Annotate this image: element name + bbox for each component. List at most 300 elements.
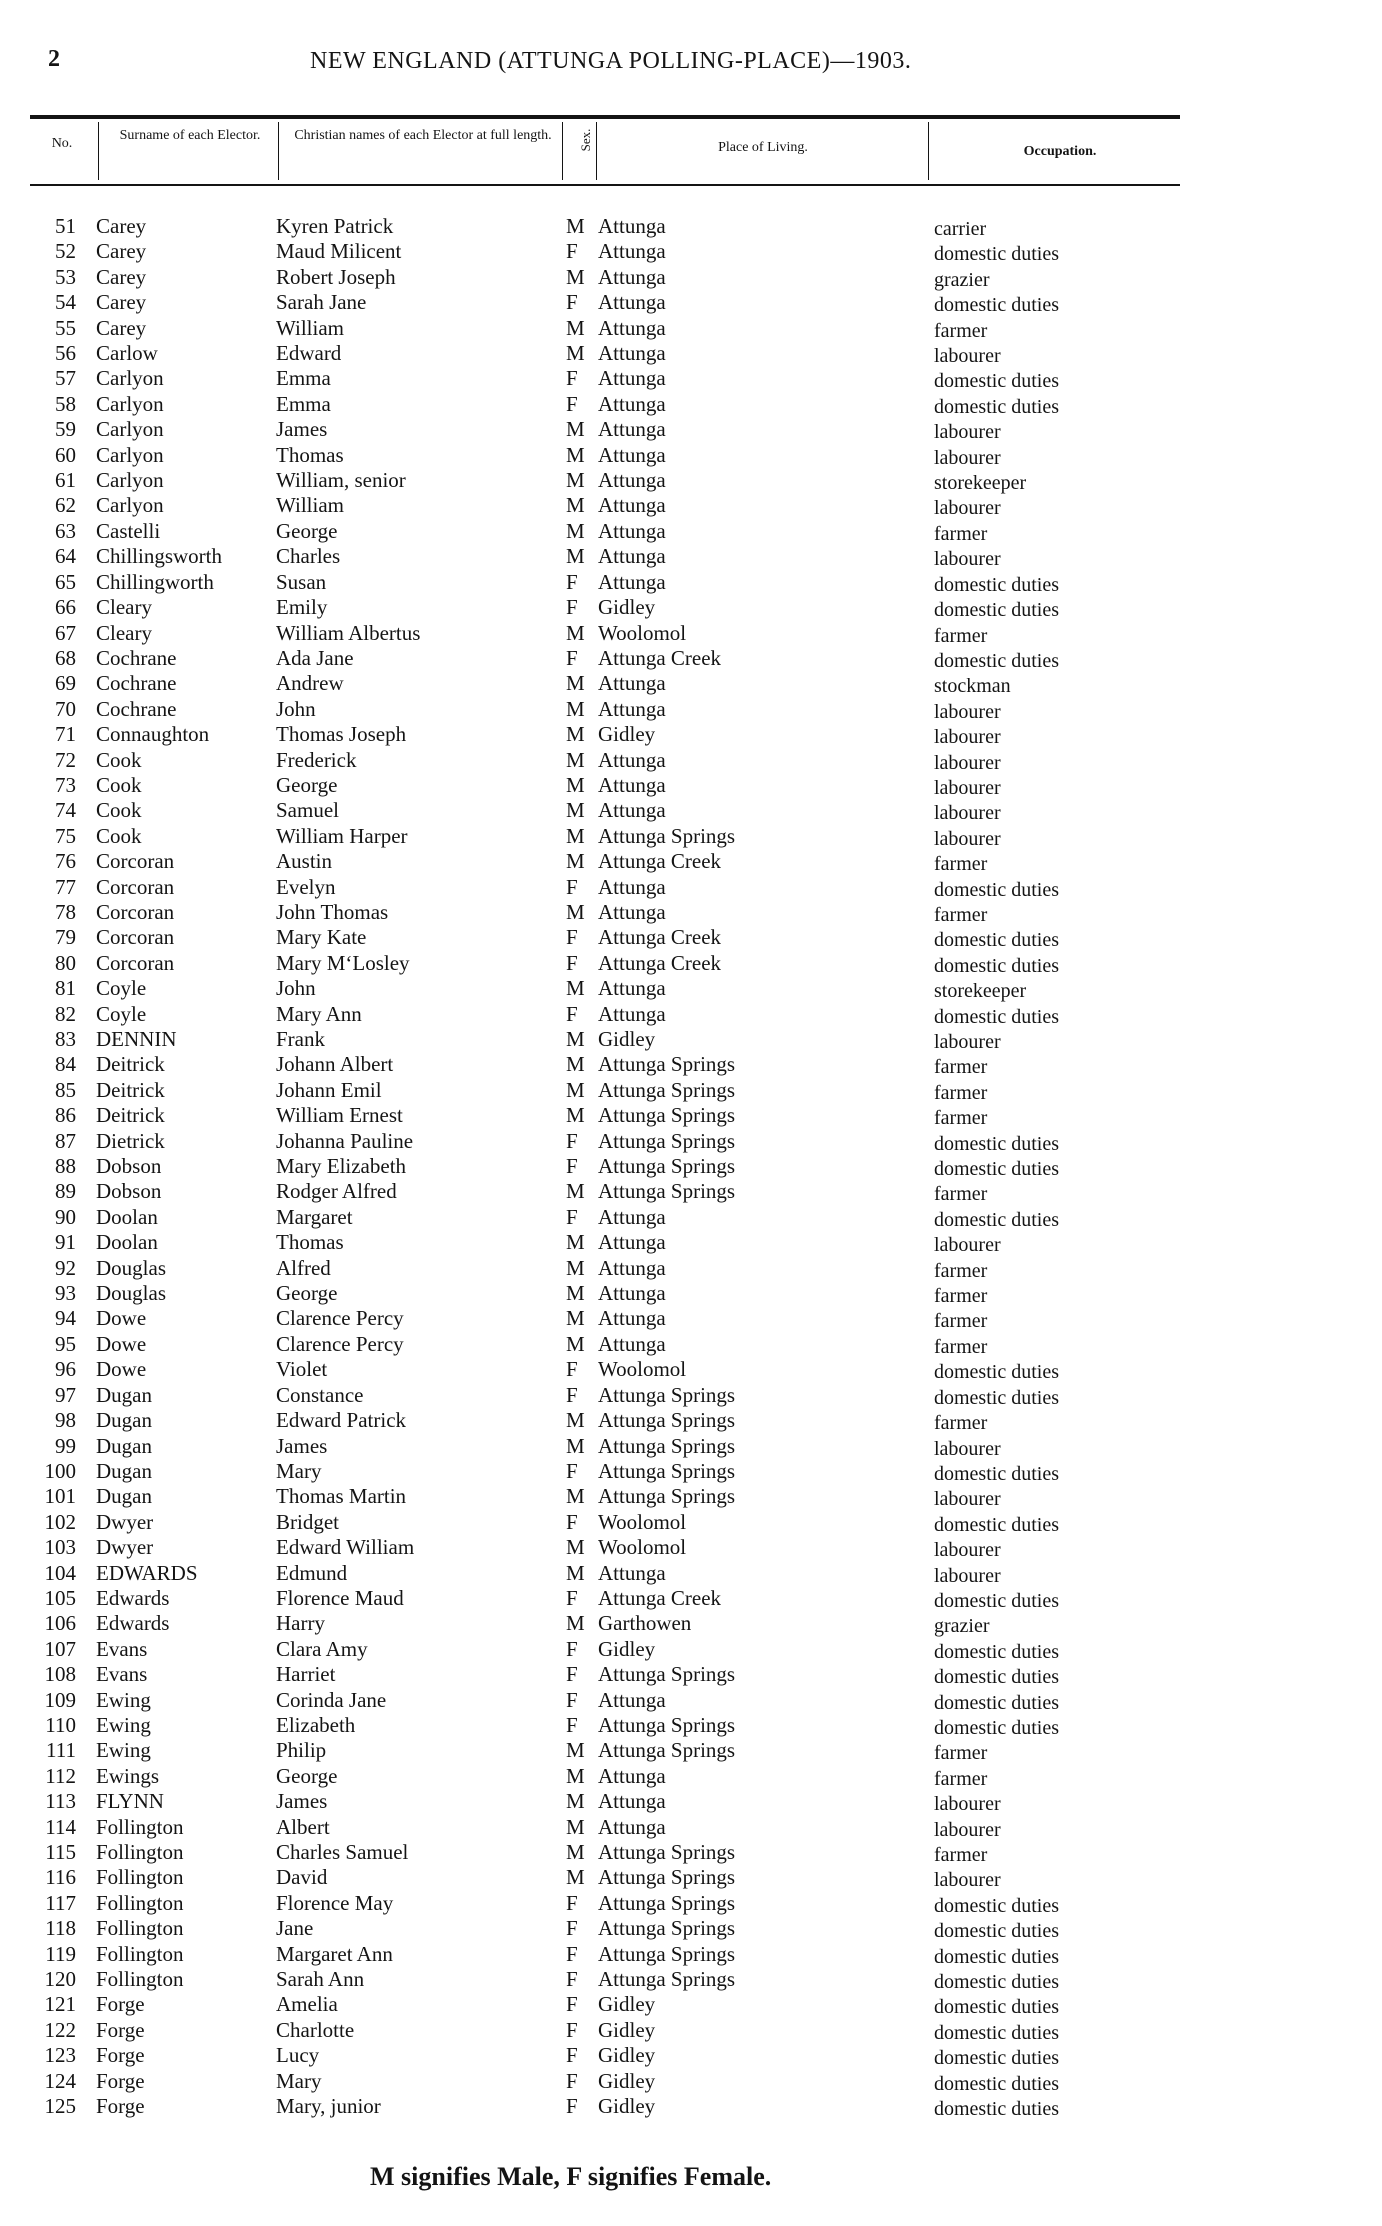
table-row <box>0 443 1382 468</box>
elector-place: Attunga Springs <box>598 1662 736 1687</box>
elector-occupation: farmer <box>934 1742 988 1765</box>
table-row <box>0 748 1382 773</box>
elector-place: Gidley <box>598 1992 656 2017</box>
elector-sex: F <box>566 1992 578 2017</box>
elector-number: 69 <box>55 671 76 696</box>
elector-surname: Evans <box>96 1662 148 1687</box>
elector-sex: F <box>566 239 578 264</box>
elector-number: 92 <box>55 1255 76 1280</box>
elector-christian-names: Andrew <box>276 671 344 696</box>
elector-surname: Dugan <box>96 1484 152 1509</box>
elector-occupation: domestic duties <box>934 599 1059 622</box>
elector-occupation: farmer <box>934 1107 988 1130</box>
elector-sex: M <box>566 620 585 645</box>
elector-number: 54 <box>55 290 76 315</box>
elector-surname: Dowe <box>96 1306 147 1331</box>
elector-occupation: labourer <box>934 1539 1001 1562</box>
elector-number: 67 <box>55 620 76 645</box>
elector-sex: M <box>566 493 585 518</box>
table-row <box>0 1789 1382 1814</box>
elector-christian-names: Robert Joseph <box>276 264 396 289</box>
elector-christian-names: George <box>276 772 338 797</box>
top-rule <box>30 115 1180 119</box>
elector-surname: Dugan <box>96 1458 152 1483</box>
table-row <box>0 417 1382 442</box>
elector-sex: F <box>566 1001 578 1026</box>
elector-christian-names: Harry <box>276 1611 325 1636</box>
table-row <box>0 951 1382 976</box>
elector-occupation: storekeeper <box>934 980 1027 1003</box>
elector-occupation: domestic duties <box>934 243 1059 266</box>
table-row <box>0 544 1382 569</box>
elector-surname: Follington <box>96 1840 184 1864</box>
elector-sex: M <box>566 1179 585 1204</box>
elector-number: 98 <box>55 1408 76 1433</box>
elector-occupation: farmer <box>934 319 988 342</box>
elector-christian-names: Margaret <box>276 1204 353 1229</box>
elector-place: Attunga <box>598 544 666 569</box>
elector-sex: M <box>566 1814 585 1839</box>
elector-occupation: domestic duties <box>934 1589 1059 1612</box>
elector-christian-names: Mary <box>276 1458 322 1483</box>
elector-occupation: domestic duties <box>934 649 1059 672</box>
elector-occupation: domestic duties <box>934 1945 1059 1968</box>
elector-surname: Dowe <box>96 1357 147 1382</box>
elector-number: 106 <box>44 1611 76 1636</box>
elector-place: Gidley <box>598 722 656 747</box>
elector-surname: Carlyon <box>96 366 164 391</box>
elector-place: Attunga <box>598 1687 666 1712</box>
table-row <box>0 1256 1382 1281</box>
table-row <box>0 1383 1382 1408</box>
elector-surname: Cleary <box>96 595 152 620</box>
elector-occupation: domestic duties <box>934 1158 1059 1181</box>
elector-christian-names: Edward William <box>276 1535 415 1560</box>
elector-surname: Carlyon <box>96 493 164 518</box>
elector-christian-names: William <box>276 493 344 518</box>
elector-number: 77 <box>55 874 76 899</box>
table-row <box>0 366 1382 391</box>
elector-place: Attunga <box>598 976 666 1001</box>
elector-number: 116 <box>45 1865 76 1890</box>
elector-occupation: labourer <box>934 776 1001 799</box>
table-row <box>0 1434 1382 1459</box>
elector-christian-names: John <box>276 976 316 1001</box>
elector-place: Gidley <box>598 2094 656 2119</box>
elector-christian-names: David <box>276 1865 328 1890</box>
elector-christian-names: Corinda Jane <box>276 1687 387 1712</box>
table-row <box>0 1332 1382 1357</box>
elector-number: 118 <box>45 1916 76 1941</box>
elector-place: Attunga <box>598 1560 666 1585</box>
elector-number: 64 <box>55 544 76 569</box>
elector-number: 83 <box>55 1027 76 1051</box>
elector-surname: Cleary <box>96 620 152 645</box>
elector-place: Attunga Creek <box>598 950 722 975</box>
page-number: 2 <box>48 46 60 72</box>
elector-place: Attunga <box>598 798 666 823</box>
elector-surname: Cook <box>96 798 142 823</box>
elector-number: 70 <box>55 696 76 721</box>
table-row <box>0 468 1382 493</box>
table-row <box>0 1484 1382 1509</box>
elector-surname: Dugan <box>96 1433 152 1458</box>
elector-occupation: domestic duties <box>934 2021 1059 2044</box>
elector-christian-names: Harriet <box>276 1662 336 1687</box>
elector-number: 85 <box>55 1077 76 1102</box>
elector-place: Woolomol <box>598 620 687 645</box>
elector-number: 109 <box>44 1687 76 1712</box>
table-row <box>0 824 1382 849</box>
column-divider <box>928 122 929 180</box>
elector-christian-names: Emily <box>276 595 328 620</box>
elector-christian-names: Florence Maud <box>276 1585 404 1610</box>
elector-surname: Corcoran <box>96 874 175 899</box>
table-row <box>0 646 1382 671</box>
elector-christian-names: Charlotte <box>276 2017 355 2042</box>
elector-place: Attunga <box>598 315 666 340</box>
elector-occupation: domestic duties <box>934 878 1059 901</box>
elector-sex: F <box>566 1712 578 1737</box>
elector-christian-names: Constance <box>276 1382 364 1407</box>
elector-christian-names: Edward <box>276 341 342 366</box>
table-row <box>0 1688 1382 1713</box>
elector-place: Attunga Springs <box>598 1433 736 1458</box>
elector-christian-names: Violet <box>276 1357 328 1382</box>
elector-sex: F <box>566 1585 578 1610</box>
elector-sex: F <box>566 366 578 391</box>
elector-number: 113 <box>45 1789 76 1814</box>
header-surname: Surname of each Elector. <box>119 128 261 143</box>
header-no: No. <box>51 136 73 151</box>
elector-christian-names: Johann Emil <box>276 1077 382 1102</box>
elector-occupation: labourer <box>934 802 1001 825</box>
elector-christian-names: Jane <box>276 1916 314 1941</box>
elector-place: Attunga <box>598 874 666 899</box>
table-row <box>0 1205 1382 1230</box>
electors-table-body <box>0 214 1382 2119</box>
elector-surname: Corcoran <box>96 950 175 975</box>
elector-sex: F <box>566 1890 578 1915</box>
elector-occupation: stockman <box>934 675 1011 698</box>
elector-number: 96 <box>55 1357 76 1382</box>
elector-christian-names: Bridget <box>276 1509 339 1534</box>
elector-number: 101 <box>44 1484 76 1509</box>
elector-occupation: labourer <box>934 1564 1001 1587</box>
elector-sex: M <box>566 722 585 747</box>
elector-surname: Carlyon <box>96 391 164 416</box>
elector-occupation: grazier <box>934 268 990 291</box>
elector-number: 107 <box>44 1636 76 1661</box>
table-row <box>0 1865 1382 1890</box>
elector-sex: M <box>566 1306 585 1331</box>
elector-number: 87 <box>55 1128 76 1153</box>
elector-surname: Carlyon <box>96 468 164 493</box>
elector-place: Attunga Springs <box>598 1128 736 1153</box>
elector-sex: F <box>566 874 578 899</box>
table-row <box>0 1179 1382 1204</box>
elector-occupation: domestic duties <box>934 1894 1059 1917</box>
elector-occupation: labourer <box>934 827 1001 850</box>
elector-christian-names: Philip <box>276 1738 327 1763</box>
elector-number: 110 <box>45 1712 76 1737</box>
elector-surname: Dugan <box>96 1408 152 1433</box>
elector-place: Attunga <box>598 899 666 924</box>
elector-number: 102 <box>44 1509 76 1534</box>
elector-surname: Dobson <box>96 1154 162 1179</box>
elector-christian-names: Frederick <box>276 747 357 772</box>
table-row <box>0 519 1382 544</box>
elector-christian-names: Mary, junior <box>276 2094 381 2119</box>
elector-christian-names: Rodger Alfred <box>276 1179 397 1204</box>
elector-occupation: labourer <box>934 1234 1001 1257</box>
elector-christian-names: Elizabeth <box>276 1712 356 1737</box>
elector-number: 62 <box>55 493 76 518</box>
elector-number: 123 <box>44 2043 76 2068</box>
elector-number: 61 <box>55 468 76 493</box>
elector-number: 51 <box>55 214 76 238</box>
elector-number: 59 <box>55 417 76 442</box>
elector-surname: Follington <box>96 1916 184 1941</box>
elector-sex: F <box>566 2043 578 2068</box>
table-row <box>0 1840 1382 1865</box>
elector-christian-names: Susan <box>276 569 327 594</box>
elector-number: 73 <box>55 772 76 797</box>
elector-number: 82 <box>55 1001 76 1026</box>
elector-sex: M <box>566 772 585 797</box>
elector-sex: M <box>566 1738 585 1763</box>
elector-sex: M <box>566 798 585 823</box>
elector-christian-names: George <box>276 518 338 543</box>
elector-number: 121 <box>44 1992 76 2017</box>
elector-occupation: labourer <box>934 421 1001 444</box>
elector-number: 108 <box>44 1662 76 1687</box>
table-row <box>0 1230 1382 1255</box>
elector-christian-names: James <box>276 417 328 442</box>
elector-surname: Connaughton <box>96 722 210 747</box>
elector-surname: Evans <box>96 1636 148 1661</box>
elector-surname: Ewings <box>96 1763 159 1788</box>
elector-sex: M <box>566 1789 585 1814</box>
elector-sex: M <box>566 1611 585 1636</box>
elector-surname: Forge <box>96 2017 145 2042</box>
table-row <box>0 1586 1382 1611</box>
elector-surname: Dwyer <box>96 1509 154 1534</box>
elector-place: Attunga <box>598 341 666 366</box>
elector-sex: F <box>566 645 578 670</box>
elector-occupation: farmer <box>934 1412 988 1435</box>
elector-sex: F <box>566 1636 578 1661</box>
elector-christian-names: Margaret Ann <box>276 1941 393 1966</box>
elector-christian-names: William <box>276 315 344 340</box>
table-row <box>0 1306 1382 1331</box>
column-divider <box>278 122 279 180</box>
elector-occupation: domestic duties <box>934 370 1059 393</box>
table-row <box>0 392 1382 417</box>
elector-surname: Carlow <box>96 341 158 366</box>
elector-occupation: domestic duties <box>934 1666 1059 1689</box>
header-christian-names: Christian names of each Elector at full length. <box>294 128 552 143</box>
table-row <box>0 1154 1382 1179</box>
elector-number: 71 <box>55 722 76 747</box>
elector-sex: M <box>566 442 585 467</box>
elector-sex: M <box>566 1763 585 1788</box>
header-place: Place of Living. <box>718 140 808 155</box>
elector-occupation: labourer <box>934 345 1001 368</box>
elector-occupation: domestic duties <box>934 1005 1059 1028</box>
elector-christian-names: Mary M‘Losley <box>276 950 410 975</box>
elector-occupation: domestic duties <box>934 1691 1059 1714</box>
elector-sex: M <box>566 1484 585 1509</box>
table-row <box>0 798 1382 823</box>
elector-occupation: farmer <box>934 522 988 545</box>
elector-place: Attunga Springs <box>598 1967 736 1992</box>
elector-surname: Dowe <box>96 1331 147 1356</box>
table-row <box>0 290 1382 315</box>
elector-sex: M <box>566 1255 585 1280</box>
elector-place: Attunga <box>598 1281 666 1306</box>
elector-sex: M <box>566 823 585 848</box>
elector-sex: M <box>566 1433 585 1458</box>
elector-place: Attunga <box>598 1204 666 1229</box>
elector-surname: Corcoran <box>96 925 175 950</box>
elector-surname: Corcoran <box>96 899 175 924</box>
elector-occupation: farmer <box>934 1310 988 1333</box>
elector-occupation: domestic duties <box>934 2098 1059 2121</box>
table-row <box>0 1459 1382 1484</box>
elector-place: Attunga <box>598 772 666 797</box>
elector-sex: M <box>566 544 585 569</box>
table-row <box>0 595 1382 620</box>
elector-occupation: labourer <box>934 1793 1001 1816</box>
elector-number: 72 <box>55 747 76 772</box>
elector-sex: F <box>566 1204 578 1229</box>
elector-surname: Edwards <box>96 1611 170 1636</box>
elector-surname: EDWARDS <box>96 1560 198 1585</box>
elector-sex: M <box>566 518 585 543</box>
elector-sex: M <box>566 1840 585 1864</box>
elector-place: Attunga Springs <box>598 1840 736 1864</box>
elector-surname: Dobson <box>96 1179 162 1204</box>
elector-number: 88 <box>55 1154 76 1179</box>
elector-place: Attunga Springs <box>598 1865 736 1890</box>
elector-occupation: domestic duties <box>934 294 1059 317</box>
elector-sex: F <box>566 1357 578 1382</box>
table-row <box>0 1637 1382 1662</box>
table-row <box>0 925 1382 950</box>
table-row <box>0 1281 1382 1306</box>
column-divider <box>562 122 563 180</box>
table-row <box>0 900 1382 925</box>
elector-number: 56 <box>55 341 76 366</box>
elector-sex: F <box>566 1662 578 1687</box>
elector-christian-names: Austin <box>276 849 333 874</box>
elector-number: 111 <box>46 1738 76 1763</box>
elector-number: 94 <box>55 1306 76 1331</box>
table-row <box>0 493 1382 518</box>
elector-sex: M <box>566 264 585 289</box>
elector-surname: Cochrane <box>96 696 177 721</box>
table-row <box>0 722 1382 747</box>
elector-number: 57 <box>55 366 76 391</box>
elector-sex: M <box>566 1103 585 1128</box>
elector-christian-names: Ada Jane <box>276 645 354 670</box>
elector-number: 58 <box>55 391 76 416</box>
elector-occupation: domestic duties <box>934 1361 1059 1384</box>
elector-number: 76 <box>55 849 76 874</box>
elector-surname: Cochrane <box>96 645 177 670</box>
elector-surname: Chillingworth <box>96 569 214 594</box>
elector-occupation: labourer <box>934 700 1001 723</box>
header-sex: Sex. <box>578 128 593 152</box>
elector-place: Gidley <box>598 2068 656 2093</box>
elector-surname: Corcoran <box>96 849 175 874</box>
elector-surname: Carey <box>96 315 147 340</box>
elector-surname: Deitrick <box>96 1103 165 1128</box>
elector-sex: M <box>566 1560 585 1585</box>
table-row <box>0 2069 1382 2094</box>
elector-surname: Carey <box>96 239 147 264</box>
elector-place: Attunga Springs <box>598 1890 736 1915</box>
table-row <box>0 1891 1382 1916</box>
page-title: NEW ENGLAND (ATTUNGA POLLING-PLACE)—1903. <box>310 48 912 74</box>
elector-place: Attunga Springs <box>598 1484 736 1509</box>
elector-place: Attunga Springs <box>598 1712 736 1737</box>
elector-place: Attunga <box>598 1306 666 1331</box>
elector-sex: M <box>566 696 585 721</box>
elector-surname: Cook <box>96 747 142 772</box>
elector-place: Attunga <box>598 214 666 238</box>
elector-place: Attunga <box>598 696 666 721</box>
elector-christian-names: Maud Milicent <box>276 239 402 264</box>
table-row <box>0 1129 1382 1154</box>
elector-christian-names: Mary <box>276 2068 322 2093</box>
elector-number: 91 <box>55 1230 76 1255</box>
elector-surname: Carey <box>96 264 147 289</box>
elector-sex: F <box>566 391 578 416</box>
table-row <box>0 1662 1382 1687</box>
table-row <box>0 1611 1382 1636</box>
table-row <box>0 570 1382 595</box>
table-row <box>0 1357 1382 1382</box>
elector-number: 66 <box>55 595 76 620</box>
table-row <box>0 976 1382 1001</box>
elector-place: Gidley <box>598 1636 656 1661</box>
elector-occupation: labourer <box>934 1031 1001 1053</box>
elector-place: Attunga Springs <box>598 1738 736 1763</box>
elector-place: Attunga <box>598 1230 666 1255</box>
table-row <box>0 1942 1382 1967</box>
elector-christian-names: George <box>276 1281 338 1306</box>
elector-number: 68 <box>55 645 76 670</box>
table-row <box>0 1764 1382 1789</box>
elector-number: 52 <box>55 239 76 264</box>
elector-place: Attunga Creek <box>598 849 722 874</box>
elector-number: 79 <box>55 925 76 950</box>
table-row <box>0 773 1382 798</box>
elector-number: 103 <box>44 1535 76 1560</box>
elector-place: Attunga <box>598 671 666 696</box>
elector-place: Attunga Springs <box>598 823 736 848</box>
elector-surname: Doolan <box>96 1204 158 1229</box>
elector-place: Attunga Creek <box>598 1585 722 1610</box>
elector-number: 112 <box>45 1763 76 1788</box>
elector-christian-names: Clarence Percy <box>276 1306 404 1331</box>
elector-number: 117 <box>45 1890 76 1915</box>
elector-occupation: labourer <box>934 1437 1001 1460</box>
elector-number: 65 <box>55 569 76 594</box>
elector-christian-names: William, senior <box>276 468 406 493</box>
